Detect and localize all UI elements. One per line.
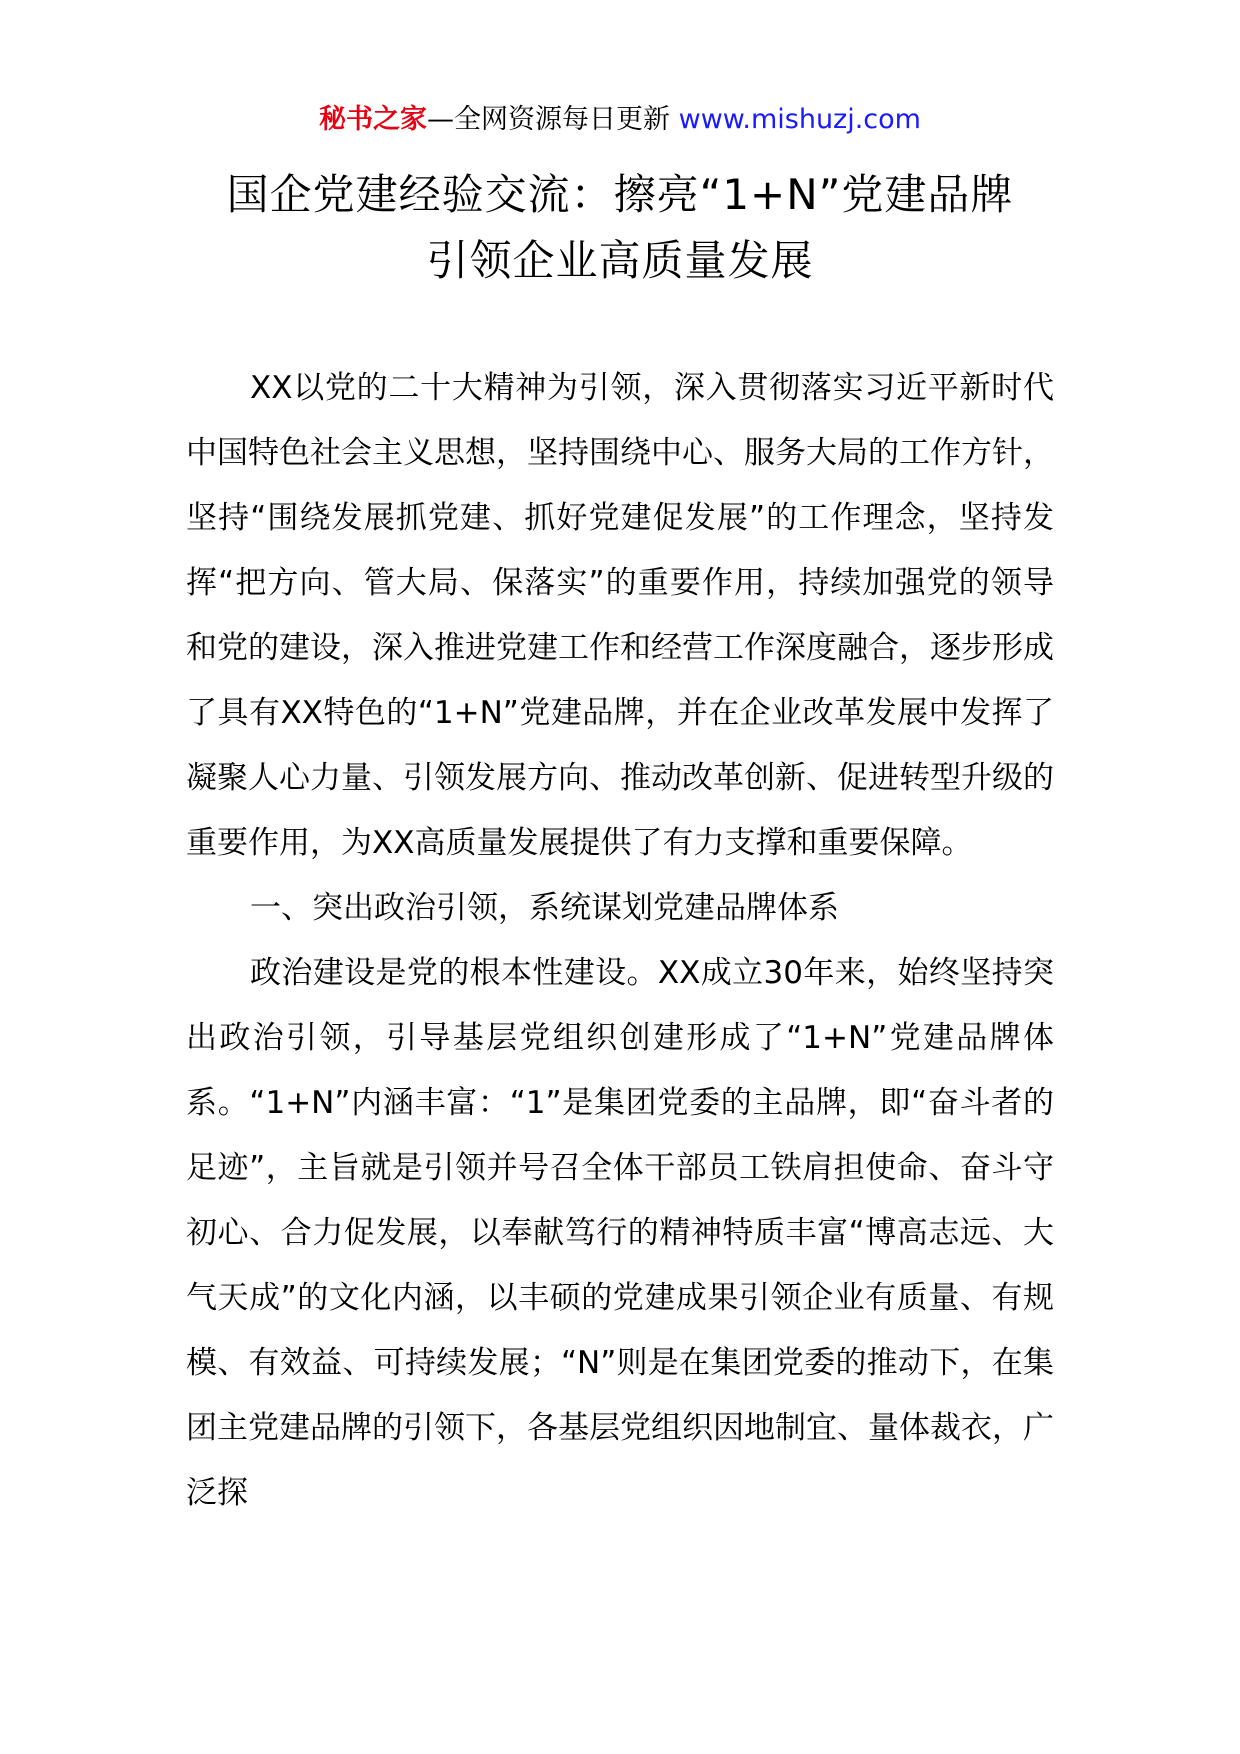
- watermark-header: [0, 100, 1240, 140]
- header-site-link[interactable]: www.mishuzj.com: [678, 104, 921, 135]
- title-line-2: 引领企业高质量发展: [426, 236, 814, 285]
- header-brand: 秘书之家: [319, 104, 428, 135]
- header-tagline: —全网资源每日更新: [427, 104, 679, 135]
- document-title: [150, 162, 1090, 294]
- paragraph-section-1: 政治建设是党的根本性建设。XX成立30年来，始终坚持突出政治引领，引导基层党组织创建形成了“1+N”党建品牌体系。“1+N”内涵丰富：“1”是集团党委的主品牌，即“奋斗者的足迹”，主旨就是引领并号召全体干部员工铁肩担使命、奋斗守初心、合力促发展，以奉献笃行的精神特质丰富“博高志远、大气天成”的文化内涵，以丰硕的党建成果引领企业有质量、有规模、有效益、可持续发展；“N”则是在集团党委的推动下，在集团主党建品牌的引领下，各基层党组织因地制宜、量体裁衣，广泛探: [186, 955, 1054, 1511]
- document-body: [186, 356, 1054, 1526]
- paragraph-intro: XX以党的二十大精神为引领，深入贯彻落实习近平新时代中国特色社会主义思想，坚持围绕中心、服务大局的工作方针，坚持“围绕发展抓党建、抓好党建促发展”的工作理念，坚持发挥“把方向、管大局、保落实”的重要作用，持续加强党的领导和党的建设，深入推进党建工作和经营工作深度融合，逐步形成了具有XX特色的“1+N”党建品牌，并在企业改革发展中发挥了凝聚人心力量、引领发展方向、推动改革创新、促进转型升级的重要作用，为XX高质量发展提供了有力支撑和重要保障。: [186, 370, 1054, 861]
- section-heading: 一、突出政治引领，系统谋划党建品牌体系: [250, 890, 839, 926]
- title-line-1: 国企党建经验交流：擦亮“1+N”党建品牌: [226, 170, 1014, 219]
